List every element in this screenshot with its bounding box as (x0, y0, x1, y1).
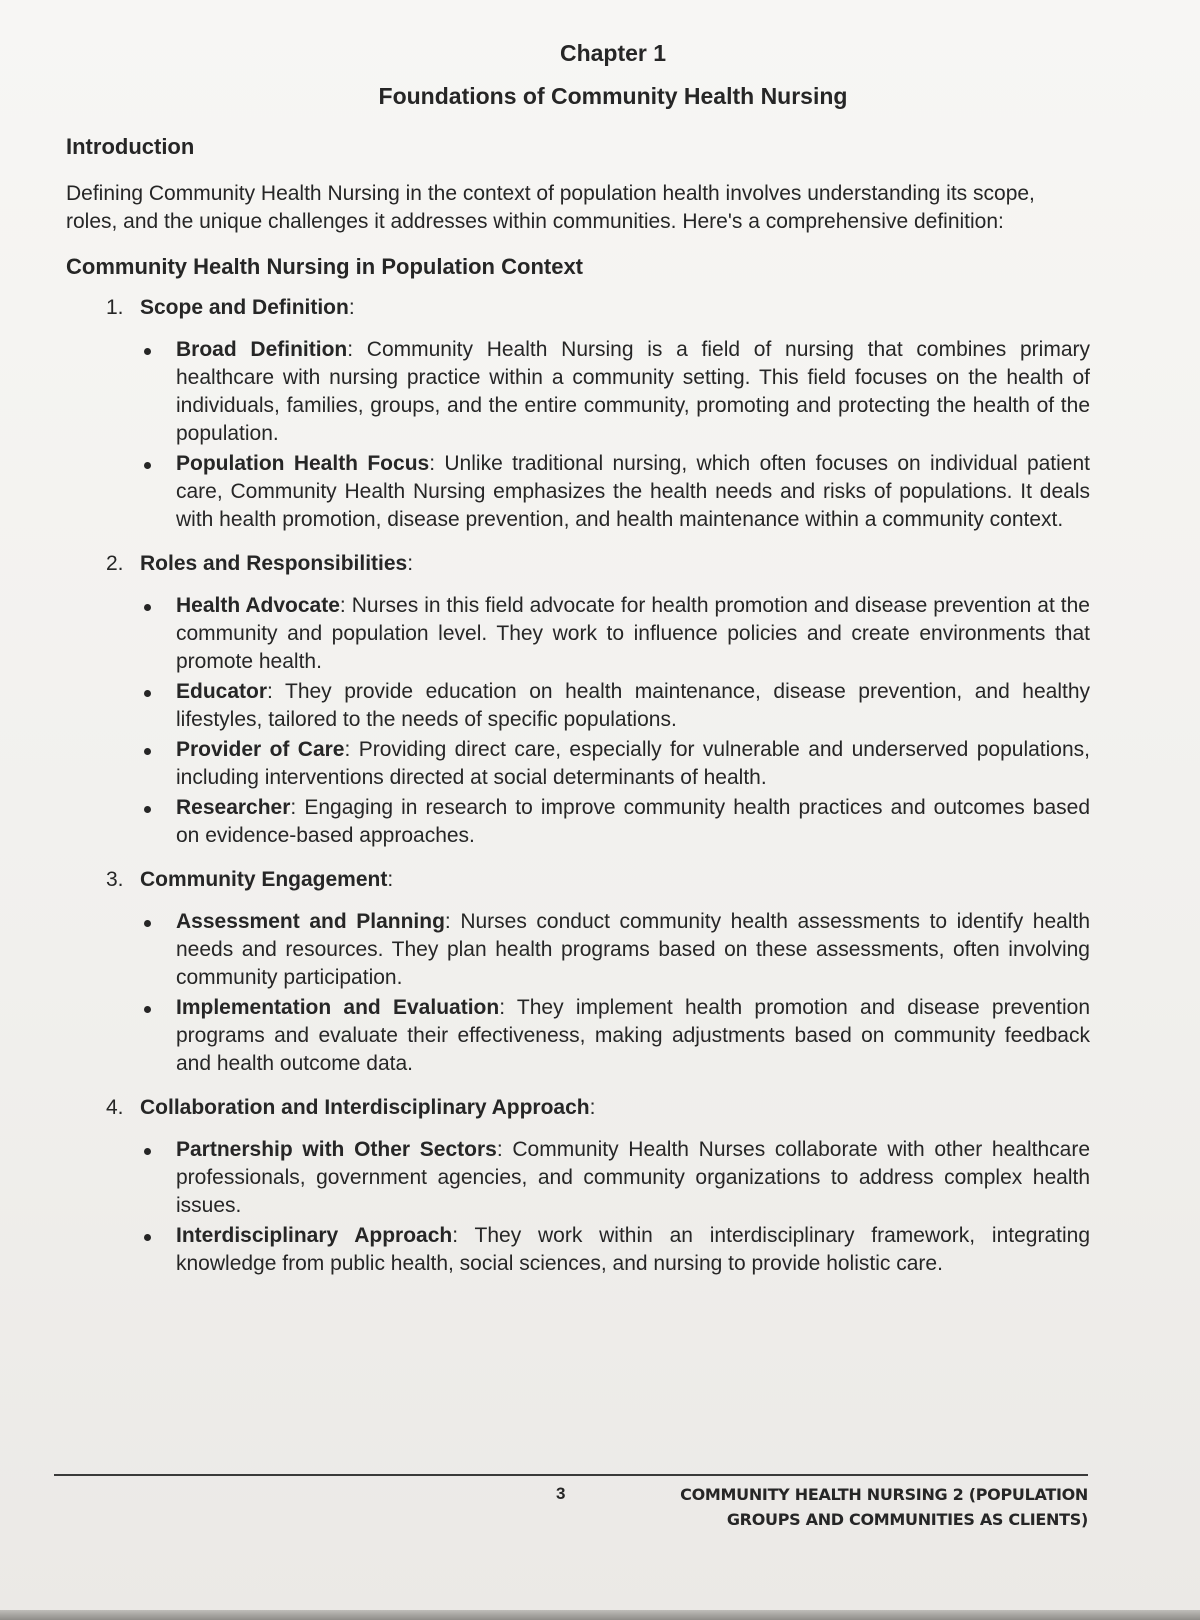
page-edge-shadow (0, 1610, 1200, 1620)
item-text: Unlike traditional nursing, which often focuses on individual patient care, Community Health Nursing emphasizes the health needs and risks of populations. It deals with health promotion, disease prevention, and health maintenance within a community context. (176, 452, 1091, 531)
topic-item (66, 866, 1090, 1078)
list-item: Assessment and Planning: Nurses conduct community health assessments to identify health needs and resources. They plan health programs based on these assessments, often involving community participation. (176, 908, 1090, 992)
item-term: Implementation and Evaluation (176, 996, 500, 1019)
footer-divider (54, 1474, 1088, 1476)
item-text: They work within an interdisciplinary framework, integrating knowledge from public health, social sciences, and nursing to provide holistic care. (176, 1224, 1091, 1275)
list-item: Educator: They provide education on health maintenance, disease prevention, and healthy lifestyles, tailored to the needs of specific populations. (176, 678, 1090, 734)
topic-heading: 4. Collaboration and Interdisciplinary Approach: (66, 1094, 1090, 1122)
item-text: Nurses in this field advocate for health promotion and disease prevention at the community and population level. They work to influence policies and create environments that promote health. (176, 594, 1090, 673)
list-item: Partnership with Other Sectors: Community Health Nurses collaborate with other healthcare professionals, government agencies, and community organizations to address complex health issues. (176, 1136, 1090, 1220)
bullet-list (66, 1136, 1090, 1278)
topic-number: 4. (106, 1096, 124, 1119)
running-footer (668, 1482, 1088, 1532)
footer-line-1: COMMUNITY HEALTH NURSING 2 (POPULATION (680, 1485, 1088, 1504)
topic-heading: 2. Roles and Responsibilities: (66, 550, 1090, 578)
list-item: Health Advocate: Nurses in this field advocate for health promotion and disease prevention at the community and population level. They work to influence policies and create environments that promote health. (176, 592, 1090, 676)
topic-number: 3. (106, 868, 124, 891)
list-item: Population Health Focus: Unlike traditional nursing, which often focuses on individual patient care, Community Health Nursing emphasizes the health needs and risks of populations. It deals with health promotion, disease prevention, and health maintenance within a community context. (176, 450, 1090, 534)
bullet-dot-icon (144, 1006, 151, 1013)
topic-item (66, 294, 1090, 534)
bullet-dot-icon (144, 604, 151, 611)
topic-item (66, 1094, 1090, 1278)
topic-heading: 3. Community Engagement: (66, 866, 1090, 894)
item-term: Broad Definition (176, 338, 348, 361)
list-item: Interdisciplinary Approach: They work within an interdisciplinary framework, integrating knowledge from public health, social sciences, and nursing to provide holistic care. (176, 1222, 1090, 1278)
intro-heading: Introduction (66, 134, 195, 159)
item-term: Assessment and Planning (176, 910, 445, 933)
item-text: Engaging in research to improve community health practices and outcomes based on evidence-based approaches. (176, 796, 1091, 847)
page-number: 3 (556, 1484, 566, 1503)
item-term: Partnership with Other Sectors (176, 1138, 497, 1161)
list-item: Implementation and Evaluation: They implement health promotion and disease prevention programs and evaluate their effectiveness, making adjustments based on community feedback and health outcome data. (176, 994, 1090, 1078)
item-term: Educator (176, 680, 268, 703)
bullet-list (66, 592, 1090, 850)
bullet-list (66, 908, 1090, 1078)
topic-title: Scope and Definition (140, 296, 349, 319)
item-term: Health Advocate (176, 594, 340, 617)
bullet-dot-icon (144, 748, 151, 755)
item-text: They implement health promotion and disease prevention programs and evaluate their effectiveness, making adjustments based on community feedback and health outcome data. (176, 996, 1090, 1075)
bullet-dot-icon (144, 348, 151, 355)
bullet-list (66, 336, 1090, 534)
topic-title: Collaboration and Interdisciplinary Approach (140, 1096, 590, 1119)
topic-title: Community Engagement (140, 868, 388, 891)
list-item: Broad Definition: Community Health Nursing is a field of nursing that combines primary healthcare with nursing practice within a community setting. This field focuses on the health of individuals, families, groups, and the entire community, promoting and protecting the health of the population. (176, 336, 1090, 448)
item-text: Community Health Nursing is a field of nursing that combines primary healthcare with nursing practice within a community setting. This field focuses on the health of individuals, families, groups, and the entire community, promoting and protecting the health of the population. (176, 338, 1091, 445)
topic-number: 1. (106, 296, 124, 319)
item-term: Population Health Focus (176, 452, 430, 475)
bullet-dot-icon (144, 1234, 151, 1241)
bullet-dot-icon (144, 690, 151, 697)
topic-list (66, 294, 1090, 1278)
topic-heading: 1. Scope and Definition: (66, 294, 1090, 322)
chapter-label: Chapter 1 (559, 40, 667, 66)
topic-title: Roles and Responsibilities (140, 552, 408, 575)
item-text: Providing direct care, especially for vulnerable and underserved populations, including interventions directed at social determinants of health. (176, 738, 1090, 789)
topic-item (66, 550, 1090, 850)
intro-paragraph: Defining Community Health Nursing in the context of population health involves understanding its scope, roles, and the unique challenges it addresses within communities. Here's a comprehensive definition: (66, 182, 1035, 233)
bullet-dot-icon (144, 1148, 151, 1155)
item-text: Nurses conduct community health assessments to identify health needs and resources. They plan health programs based on these assessments, often involving community participation. (176, 910, 1091, 989)
chapter-title: Foundations of Community Health Nursing (378, 83, 848, 109)
item-text: Community Health Nurses collaborate with other healthcare professionals, government agencies, and community organizations to address complex health issues. (176, 1138, 1091, 1217)
footer-line-2: GROUPS AND COMMUNITIES AS CLIENTS) (726, 1510, 1088, 1529)
item-term: Interdisciplinary Approach (176, 1224, 453, 1247)
topic-number: 2. (106, 552, 124, 575)
section-heading: Community Health Nursing in Population Context (66, 254, 583, 279)
bullet-dot-icon (144, 920, 151, 927)
item-term: Researcher (176, 796, 291, 819)
bullet-dot-icon (144, 462, 151, 469)
item-text: They provide education on health maintenance, disease prevention, and healthy lifestyles, tailored to the needs of specific populations. (176, 680, 1091, 731)
list-item: Provider of Care: Providing direct care, especially for vulnerable and underserved populations, including interventions directed at social determinants of health. (176, 736, 1090, 792)
bullet-dot-icon (144, 806, 151, 813)
item-term: Provider of Care (176, 738, 345, 761)
list-item: Researcher: Engaging in research to improve community health practices and outcomes based on evidence-based approaches. (176, 794, 1090, 850)
